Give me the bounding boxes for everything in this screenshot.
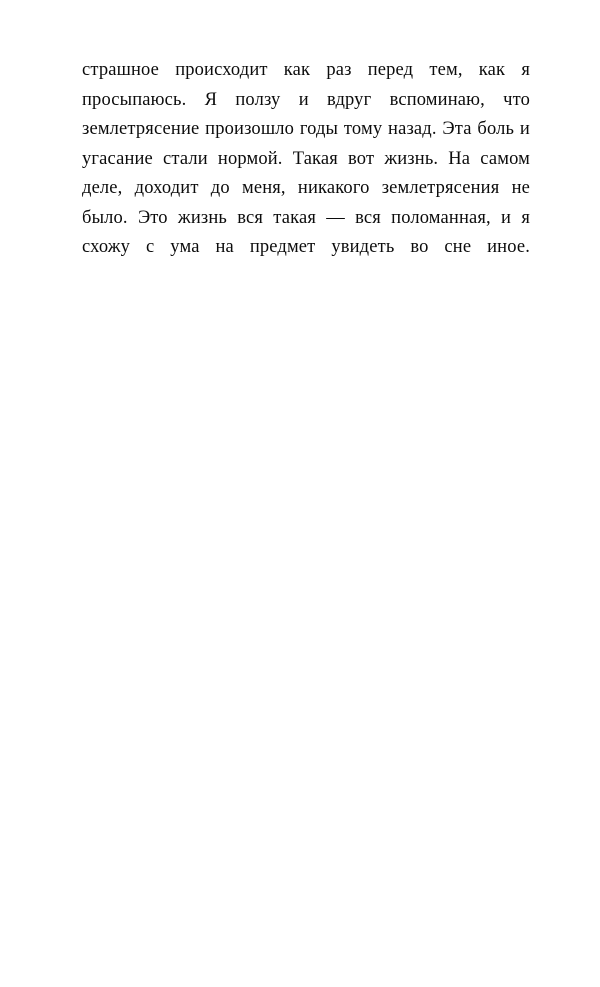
text-block bbox=[82, 56, 530, 292]
body-paragraph: страшное происходит как раз перед тем, как я просыпаюсь. Я ползу и вдруг вспоминаю, что землетрясение произошло годы тому назад. Эта боль и угасание стали нормой. Такая вот жизнь. На самом деле, доходит до меня, никакого землетрясения не было. Это жизнь вся такая — вся поломанная, и я схожу с ума на предмет увидеть во сне иное. bbox=[82, 60, 530, 257]
